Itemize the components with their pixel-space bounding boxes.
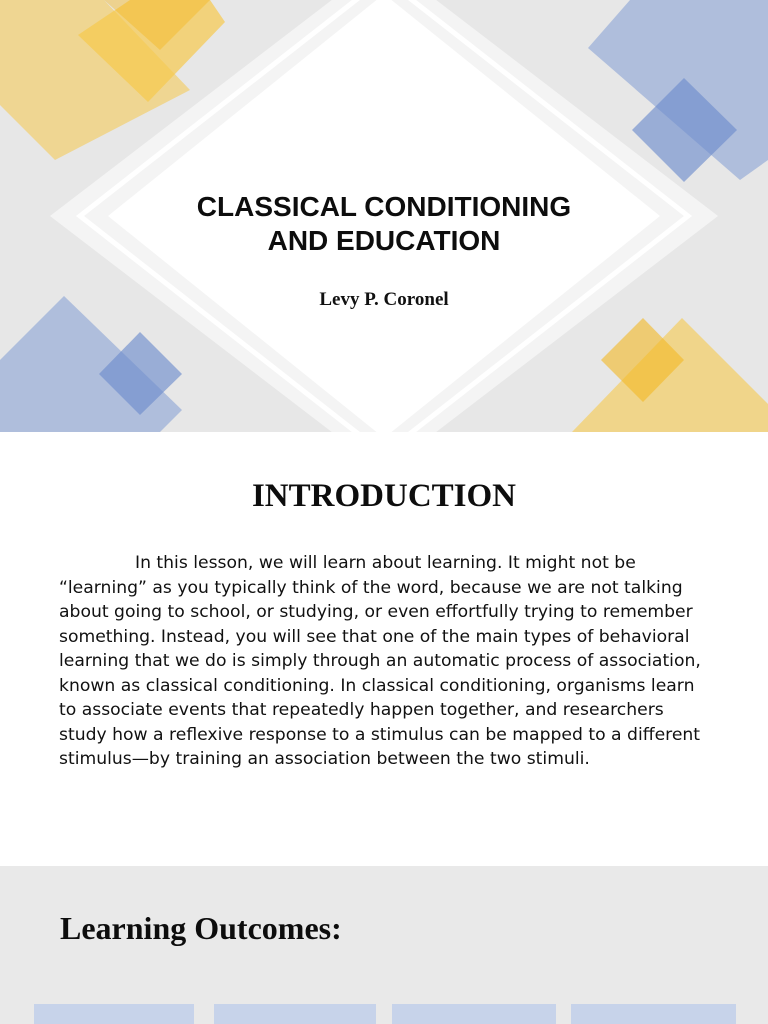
outcome-card (571, 1004, 736, 1024)
outcome-card (34, 1004, 194, 1024)
title-block (134, 190, 634, 258)
introduction-heading: INTRODUCTION (251, 478, 517, 514)
learning-outcomes-slide (0, 866, 768, 1024)
title-slide (0, 0, 768, 432)
introduction-slide (0, 432, 768, 866)
slide-title (134, 190, 634, 258)
outcome-card (214, 1004, 376, 1024)
introduction-paragraph: In this lesson, we will learn about learning. It might not be “learning” as you typically think of the word, because we are not talking about going to school, or studying, or even effortfully trying to remember something. Instead, you will see that one of the main types of behavioral learning that we do is simply through an automatic process of association, known as classical conditioning. In classical conditioning, organisms learn to associate events that repeatedly happen together, and researchers study how a reflexive response to a stimulus can be mapped to a different stimulus—by training an association between the two stimuli. (59, 553, 701, 769)
learning-outcomes-heading: Learning Outcomes: (60, 910, 342, 946)
outcome-card (392, 1004, 556, 1024)
outcome-cards (34, 1004, 736, 1024)
title-line-1: CLASSICAL CONDITIONING (196, 191, 572, 222)
title-line-2: AND EDUCATION (267, 225, 501, 256)
author-name: Levy P. Coronel (319, 289, 449, 310)
